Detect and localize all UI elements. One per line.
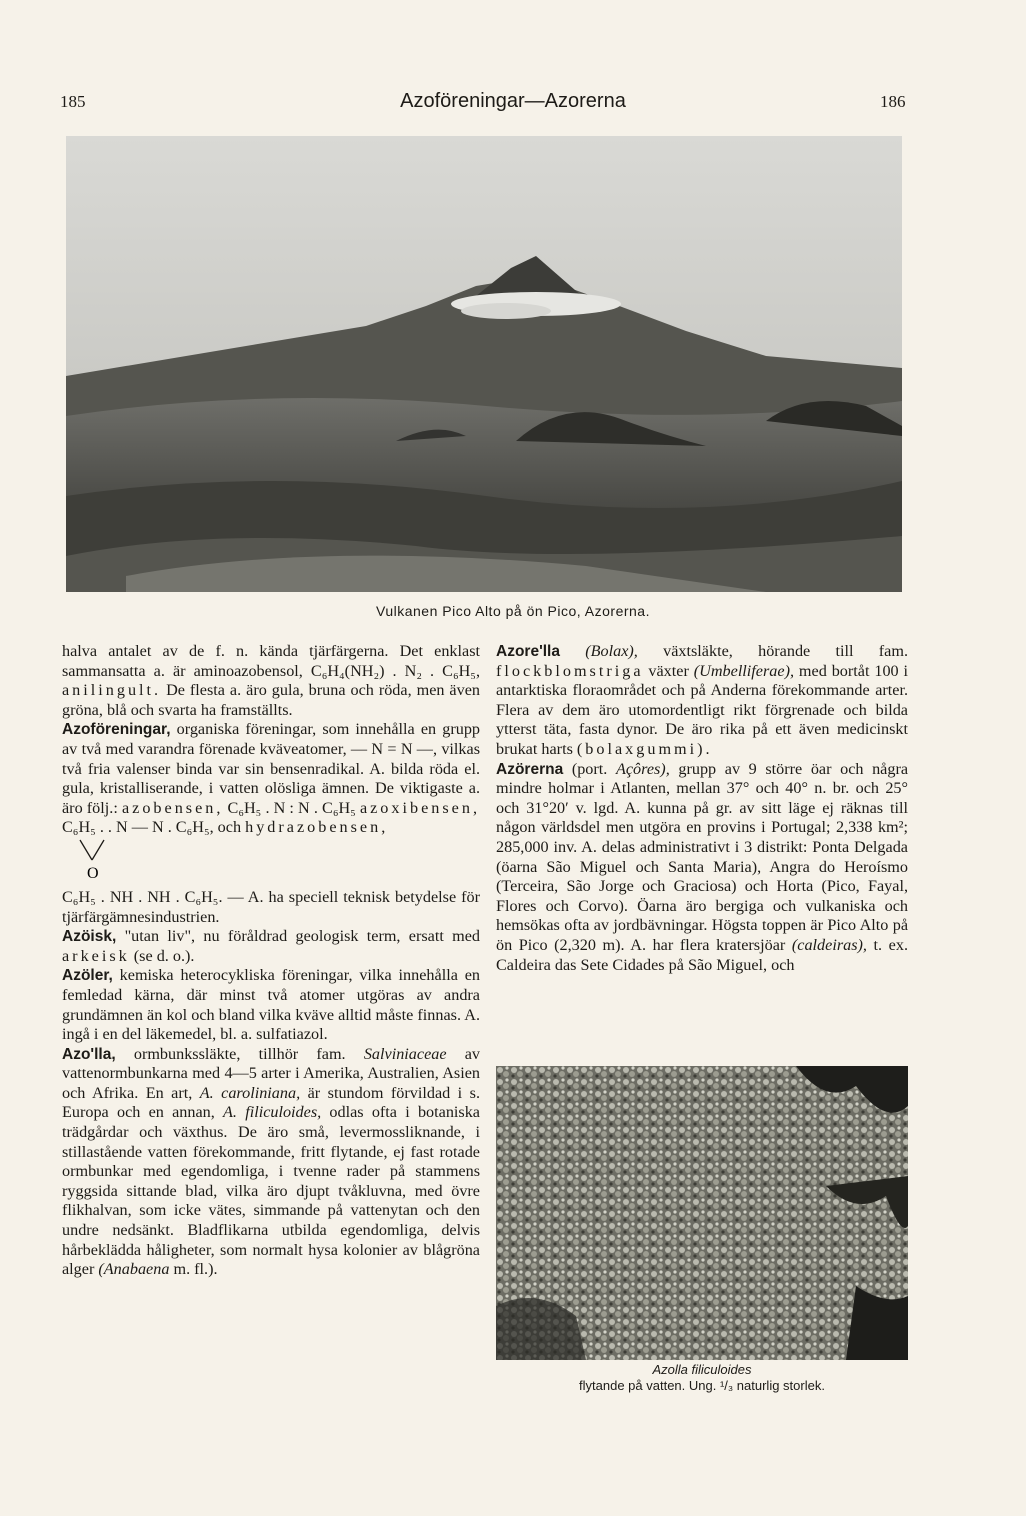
formula: C₆H₅ . NH . NH . C₆H₅. — [62, 887, 223, 906]
azolla-texture — [496, 1066, 908, 1360]
entry-azoisk — [62, 927, 480, 966]
italic-term: Salviniaceae — [363, 1044, 447, 1063]
entry-headword: Azörerna — [496, 760, 564, 778]
spaced-term: azobensen, — [121, 798, 224, 817]
azolla-caption — [496, 1362, 908, 1394]
entry-text: grupp av 9 större öar och några mindre holmar i Atlanten, mellan 37° och 40° n. br. och 25° och 31°20′ v. lgd. A. kunna på gr. av sitt läge ej räknas till någon världsdel men utgöra en provins i Portugal; 2,338 km²; 285,000 inv. A. delas administrativt i 3 distrikt: Ponta Delgada (öarna São Miguel och Santa Maria), Angra do Heroísmo (Terceira, São Jorge och Graciosa) och Horta (Pico, Fayal, Flores och Corvo). Öarna äro bergiga och vulkaniska och hemsökas ofta av — [496, 759, 909, 935]
italic-term: A. filiculoides, — [223, 1103, 322, 1122]
entry-headword: Azoföreningar, — [62, 721, 171, 739]
volcano-caption: Vulkanen Pico Alto på ön Pico, Azorerna. — [376, 603, 650, 619]
entry-text: växtsläkte, hörande till fam. — [663, 642, 908, 660]
entry-text: ormbunkssläkte, tillhör fam. — [133, 1044, 346, 1063]
italic-term: (Anabaena — [98, 1260, 170, 1279]
volcano-illustration — [66, 136, 902, 592]
caption-text: flytande på vatten. Ung. ¹/₃ naturlig storlek. — [579, 1378, 825, 1393]
italic-term: A. caroliniana, — [199, 1083, 301, 1102]
spaced-term: azoxibensen, — [359, 798, 480, 817]
entry-text: av vattenormbunkarna med 4—5 arter i Amerika, Australien, Asien och Afrika. En art, — [62, 1044, 481, 1102]
entry-headword: Azo'lla, — [62, 1045, 116, 1063]
entry-text: (port. — [571, 759, 608, 778]
italic-term: (Bolax), — [585, 642, 638, 660]
page-header — [0, 86, 1026, 116]
entry-text: t. ex. Caldeira das Sete Cidades på São Miguel, och — [496, 935, 909, 974]
entry-text: växter — [648, 661, 689, 680]
entry-azoforeningar — [62, 720, 480, 838]
oxygen-label: O — [87, 864, 99, 882]
entry-headword: Azöler, — [62, 967, 113, 985]
formula: C₆H₅ . . N — N . C₆H₅, och — [62, 818, 242, 837]
entry-text: är stundom förvildad i s. Europa och en annan, — [62, 1083, 480, 1122]
spaced-term: flockblomstriga — [496, 661, 644, 680]
spaced-term: arkeisk — [62, 946, 130, 965]
entry-azoler — [62, 966, 480, 1044]
paragraph-tjarfarger — [62, 642, 480, 720]
text: halva antalet av de f. n. kända tjärfärgerna. Det enklast sammansatta a. är aminoazobensol, C₆H₄(NH₂) . N₂ . C₆H₅, — [62, 642, 480, 680]
entry-text: med bortåt 100 i antarktiska floraområdet och på Anderna förekommande arter. Flera av dem äro utomordentligt rikt förgrenade och bilda ytterst täta, fasta dynor. De äro rika på ett även medicinskt brukat harts — [496, 661, 909, 758]
spaced-term: (bolaxgummi). — [576, 739, 713, 758]
italic-term: (Umbelliferae), — [693, 661, 795, 680]
text: De flesta a. äro gula, bruna och röda, men även gröna, blå och svarta ha framställts. — [62, 681, 480, 719]
entry-text: "utan liv", nu föråldrad geologisk term, ersatt med — [124, 927, 481, 946]
formula: C₆H₅ . N : N . C₆H₅ — [227, 798, 356, 817]
entry-headword: Azöisk, — [62, 928, 117, 946]
page-number-right: 186 — [880, 92, 906, 111]
azolla-photo — [496, 1066, 908, 1360]
spaced-term: hydrazobensen, — [245, 818, 389, 837]
entry-azoforeningar-cont — [62, 888, 480, 927]
italic-term: Açôres), — [615, 759, 670, 778]
italic-term: (caldeiras), — [791, 935, 867, 954]
entry-headword: Azore'lla — [496, 643, 560, 660]
entry-text: kemiska heterocykliska föreningar, vilka innehålla en femledad kärna, där minst två atomer utgöras av andra grundämnen än kol och bland vilka kväve alltid måste finnas. A. ingå i en del läkemedel, bl. a. sulfatiazol. — [62, 966, 480, 1044]
caption-title: Azolla filiculoides — [652, 1362, 752, 1377]
entry-azolla — [62, 1045, 480, 1280]
right-column — [496, 642, 908, 975]
page-title: Azoföreningar—Azorerna — [400, 90, 626, 112]
spaced-term: anilingult. — [62, 681, 162, 700]
left-column — [62, 642, 480, 1280]
entry-azorella — [496, 642, 908, 760]
volcano-photo — [66, 136, 902, 592]
page-number-left: 185 — [60, 92, 86, 111]
entry-text: (se d. o.). — [133, 946, 195, 965]
entry-text: organiska föreningar, som innehålla en grupp av två med varandra förenade kväveatomer, — N = N —, vilkas två fria valenser binda var sin bensenradikal. A. bilda röda el. gula, kristalliserande, i vatten olösliga ämnen. De viktigaste a. äro följ.: — [62, 720, 481, 817]
entry-text: m. fl.). — [173, 1260, 218, 1279]
entry-text: Högsta toppen är Pico Alto på ön Pico (2,320 m). A. har flera kratersjöar — [496, 916, 909, 954]
azoxy-formula-diagram — [62, 838, 480, 888]
entry-azorerna — [496, 760, 908, 976]
entry-text: — A. ha speciell teknisk betydelse för tjärfärgämnesindustrien. — [62, 887, 481, 926]
entry-text: jordbävningar. — [613, 916, 708, 935]
entry-text: odlas ofta i botaniska trädgårdar och växthus. De äro små, levermossliknande, i stillastående vatten förekommande, fritt flytande, ej fast rotade ormbunkar med egendomliga, i tvenne rader på stammens ryggsida sittande blad, vilka äro djupt tvåkluvna, med övre flikhalvan, som icke vätes, simmande på vattenytan och den undre nedsänkt. Bladflikarna utbilda egendomliga, delvis hårbeklädda håligheter, som normalt hysa kolonier av blågröna alger — [62, 1103, 480, 1279]
oxygen-bond-lines — [74, 838, 114, 886]
